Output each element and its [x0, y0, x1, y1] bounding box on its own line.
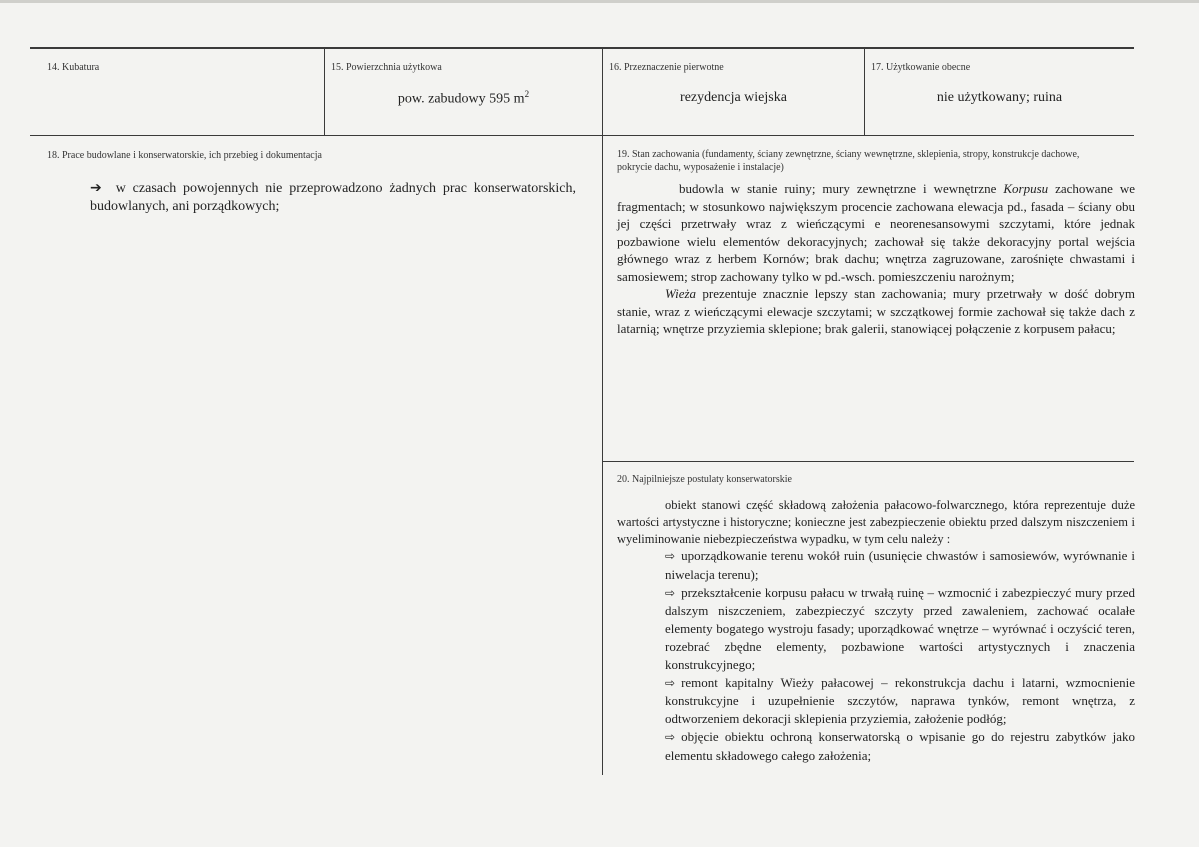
field-16-label: 16. Przeznaczenie pierwotne [609, 62, 724, 73]
field-19-text [617, 180, 1135, 338]
field-17-value: nie użytkowany; ruina [936, 90, 1063, 105]
field-15-value [325, 89, 602, 108]
field-20-item-4 [665, 728, 1135, 765]
field-20-item-2 [665, 584, 1135, 674]
table-top-border [30, 47, 1134, 49]
field-20-item-1 [665, 547, 1135, 584]
field-20-label: 20. Najpilniejsze postulaty konserwatorskie [617, 474, 792, 485]
field-20-intro [617, 497, 1135, 548]
field-20-item-3-text: remont kapitalny Wieży pałacowej – rekonstrukcja dachu i latarni, wzmocnienie konstrukcyjne i uzupełnienie szczytów, naprawa tynków, remont wnętrza, z odtworzeniem dekoracji sklepienia przyziemia, założenie podłóg; [665, 674, 1135, 727]
row-divider [30, 135, 1134, 136]
outline-arrow-icon: ⇨ [665, 675, 676, 690]
field-18-item-text: w czasach powojennych nie przeprowadzono żadnych prac konserwatorskich, budowlanych, ani porządkowych; [90, 181, 576, 214]
field-20-list [665, 547, 1135, 765]
outline-arrow-icon: ⇨ [665, 585, 676, 600]
field-18-item [90, 180, 576, 215]
field-20-item-4-text: objęcie obiektu ochroną konserwatorską o wpisanie go do rejestru zabytków jako elementu składowego całego założenia; [665, 728, 1135, 763]
field-19-p1-emphasis: Korpusu [1003, 181, 1049, 196]
field-14-label: 14. Kubatura [47, 62, 100, 73]
field-20-item-2-text: przekształcenie korpusu pałacu w trwałą ruinę – wzmocnić i zabezpieczyć mury przed dalszym niszczeniem, zabezpieczyć szczyty przed zawaleniem, zachować ocalałe elementy bogatego wystroju fasady; uporządkować wnętrze – wyrównać i oczyścić teren, rozebrać zbędne elementy, pozbawione wartości artystycznych i znaczenia konstrukcyjnego; [665, 584, 1135, 672]
field-15-value-sup: 2 [524, 89, 530, 99]
field-15-value-text: pow. zabudowy 595 m [397, 91, 525, 107]
field-19-p1-part-b: zachowane we fragmentach; w stosunkowo największym procencie zachowana elewacja pd., fasada – ściany obu jej części przetrwały wraz z wieńczącymi e neorenesansowymi szczytami, które jednak pozbawione wielu elementów dekoracyjnych; zachował się także dekoracyjny portal wejścia głównego wraz z herbem Kornów; brak dachu; wnętrza zagruzowane, zarośnięte chwastami i samosiewem; strop zachowany tylko w pd.-wsch. pomieszczeniu narożnym; [617, 181, 1135, 284]
field-19-p2-part-b: prezentuje znacznie lepszy stan zachowania; mury przetrwały w dość dobrym stanie, wraz z wieńczącymi elewacje szczytami; w szczątkowej formie zachował się także dach z latarnią; wnętrze przyziemia sklepione; brak galerii, stanowiącej połączenie z korpusem pałacu; [617, 286, 1135, 336]
col-divider-15-16 [602, 47, 603, 775]
field-16-value: rezydencja wiejska [680, 90, 787, 105]
field-19-label [617, 148, 1079, 174]
field-19-label-line2: pokrycie dachu, wyposażenie i instalacje) [617, 162, 784, 173]
field-20-intro-text: obiekt stanowi część składową założenia pałacowo-folwarcznego, która reprezentuje duże wartości artystyczne i historyczne; konieczne jest zabezpieczenie obiektu przed dalszym niszczeniem i wyeliminowanie niebezpieczeństwa wypadku, w tym celu należy : [617, 498, 1135, 546]
field-19-p1-part-a: budowla w stanie ruiny; mury zewnętrzne i wewnętrzne [679, 181, 1004, 196]
field-19-paragraph-2 [617, 285, 1135, 338]
page-top-edge [0, 0, 1199, 3]
outline-arrow-icon: ⇨ [665, 729, 676, 744]
field-20-item-3 [665, 674, 1135, 728]
field-15-label: 15. Powierzchnia użytkowa [331, 62, 442, 73]
field-20-item-1-text: uporządkowanie terenu wokół ruin (usunięcie chwastów i samosiewów, wyrównanie i niwelacja terenu); [665, 548, 1135, 582]
outline-arrow-icon: ⇨ [665, 549, 676, 563]
bold-arrow-icon: ➔ [90, 180, 102, 196]
field-19-p2-emphasis: Wieża [665, 286, 697, 301]
field-18-label: 18. Prace budowlane i konserwatorskie, ich przebieg i dokumentacja [47, 150, 322, 161]
field-19-label-line1: 19. Stan zachowania (fundamenty, ściany zewnętrzne, ściany wewnętrzne, sklepienia, stropy, konstrukcje dachowe, [617, 149, 1080, 160]
section-divider-19-20 [602, 461, 1134, 462]
field-19-paragraph-1 [617, 180, 1135, 285]
field-17-label: 17. Użytkowanie obecne [871, 62, 971, 73]
